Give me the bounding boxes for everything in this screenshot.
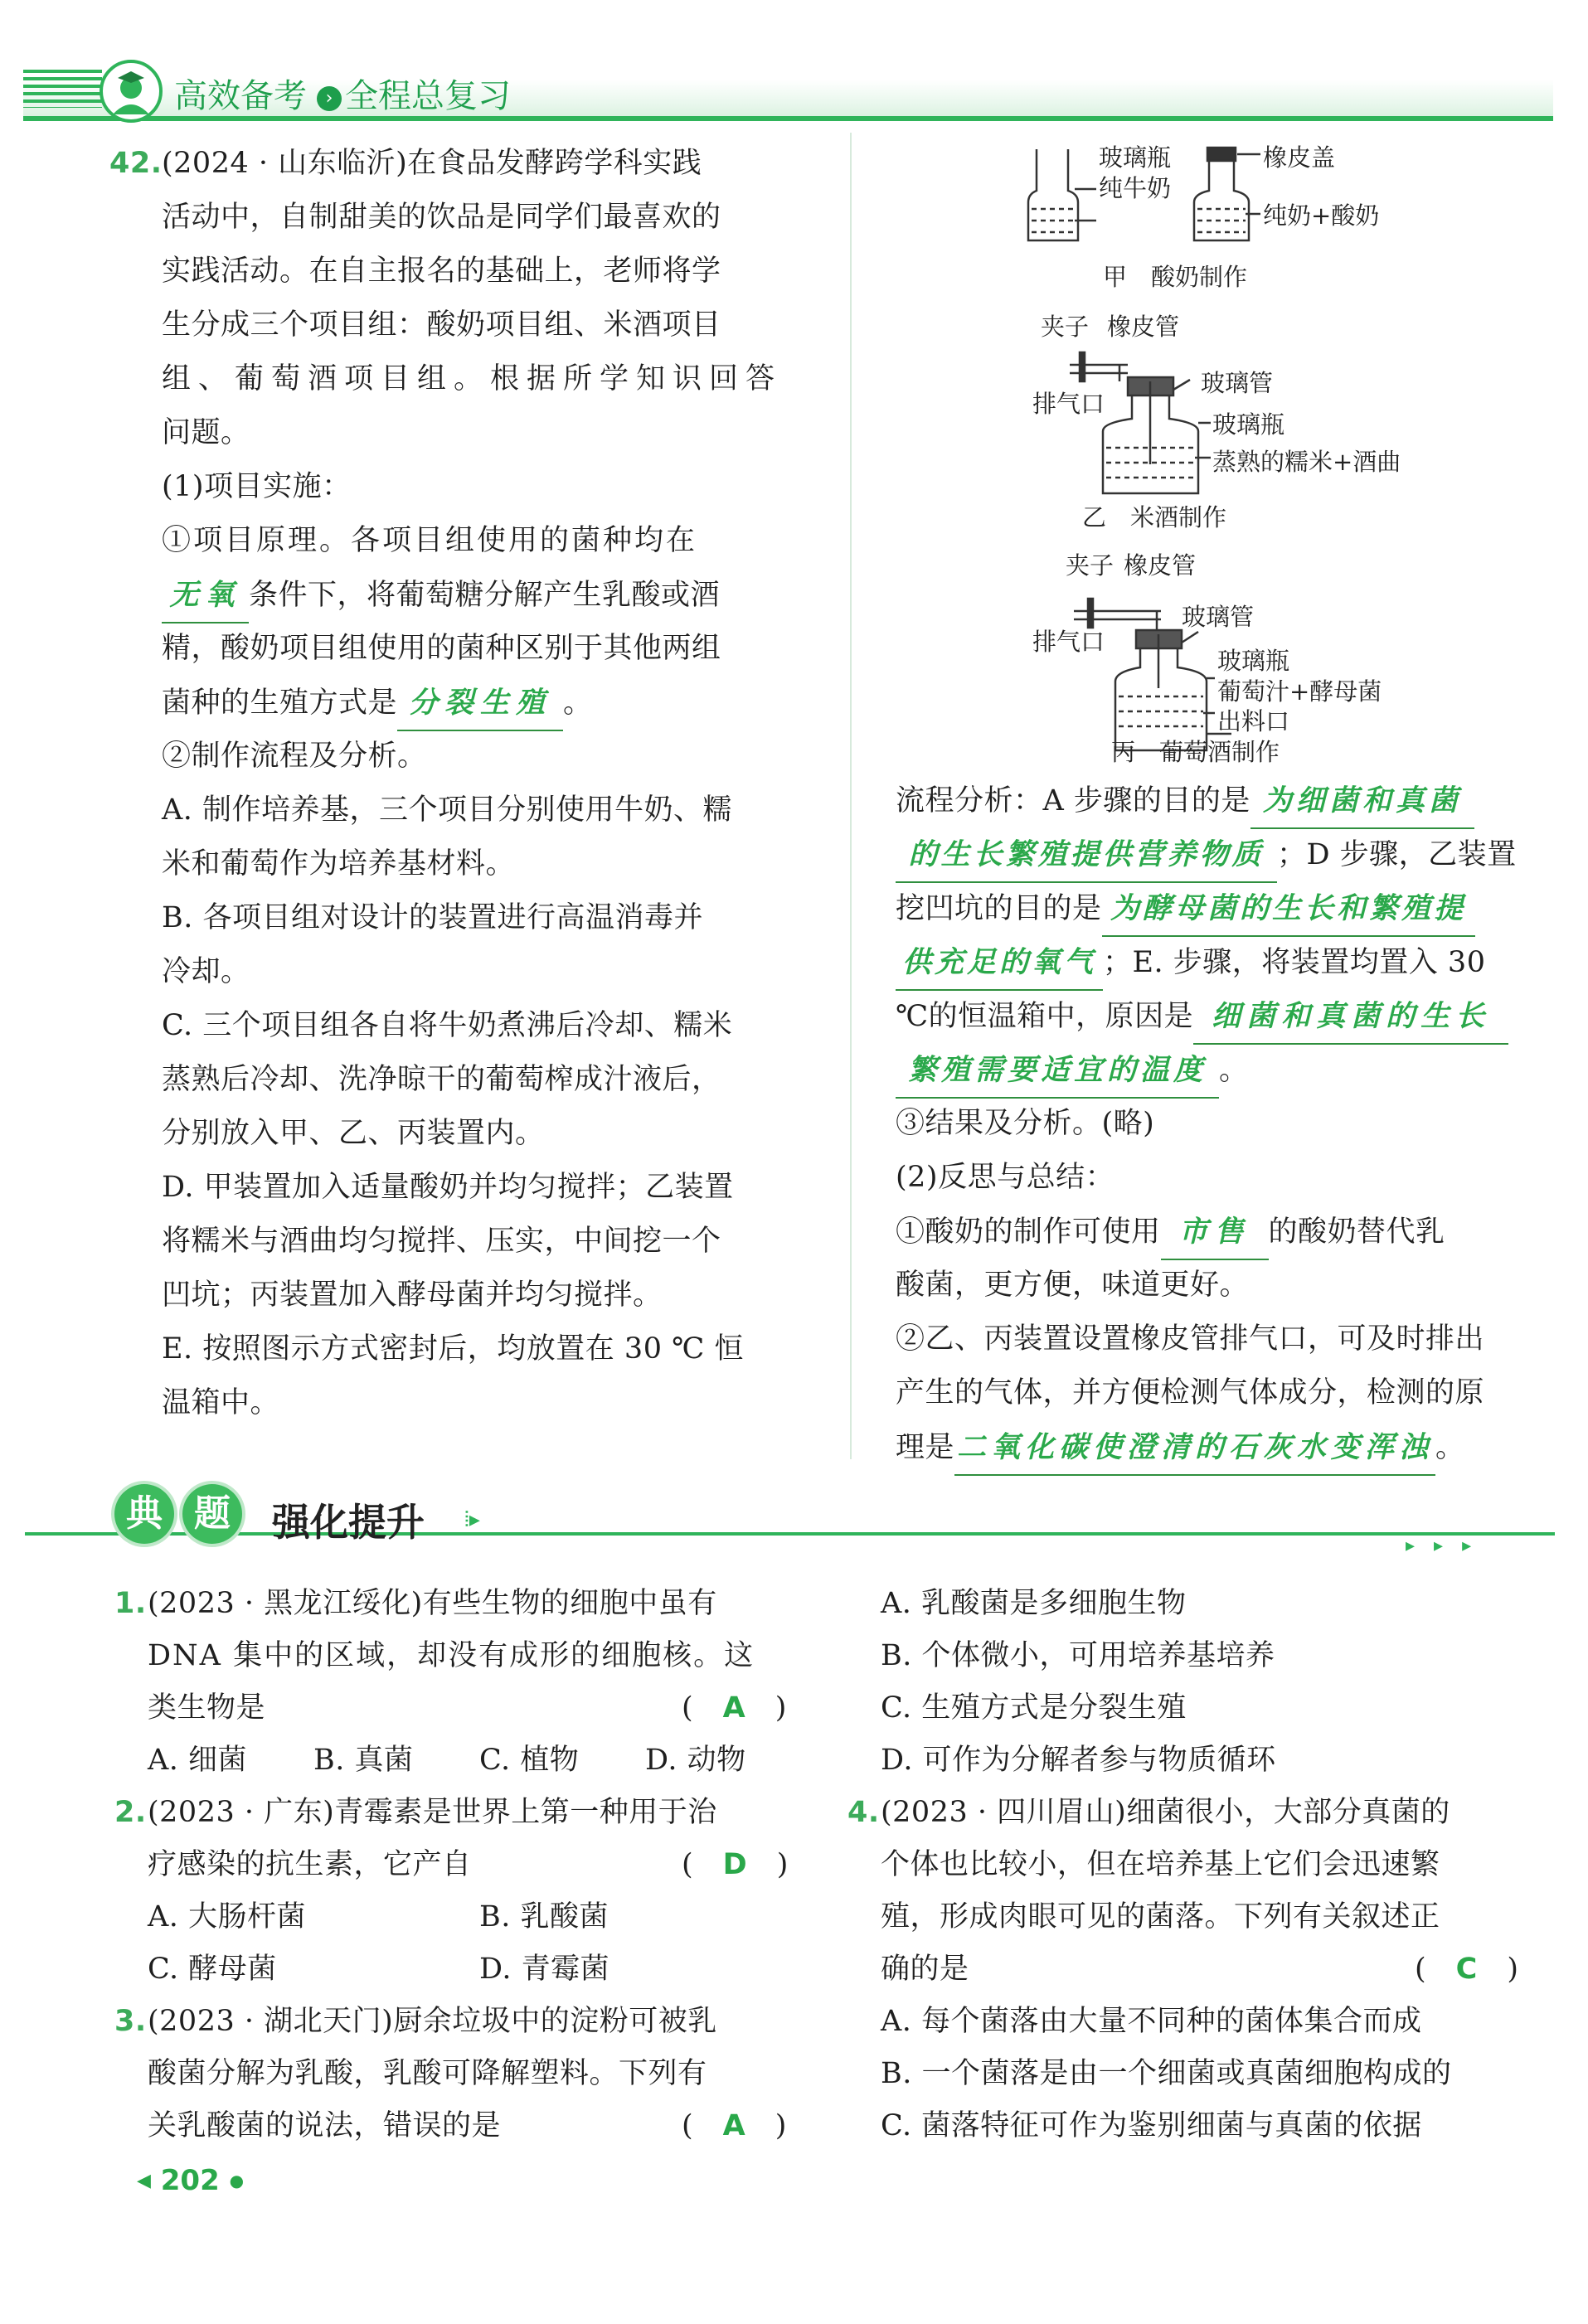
label-rubber-tube: 橡皮管	[1124, 551, 1197, 580]
label-exhaust: 排气口	[1032, 390, 1105, 418]
q42-principle-line: ①项目原理。各项目组使用的菌种均在	[162, 524, 698, 557]
q42-line: 生分成三个项目组：酸奶项目组、米酒项目	[162, 308, 721, 342]
analysis-line: 流程分析：A 步骤的目的是 为细菌和真菌	[896, 774, 1474, 829]
section-badge-ti: 题	[182, 1484, 242, 1544]
q3-stem-line: (2023 · 湖北天门)厨余垃圾中的淀粉可被乳	[148, 2005, 717, 2038]
q1-stem-line: DNA 集中的区域，却没有成形的细胞核。这	[148, 1639, 755, 1672]
q42-process-line: 温箱中。	[162, 1386, 280, 1419]
brand-text: 高效备考	[174, 77, 307, 115]
label-glass-tube: 玻璃管	[1182, 603, 1255, 631]
q3-answer: A	[722, 2109, 746, 2142]
q3-number: 3.	[114, 2005, 147, 2038]
q42-line: 活动中，自制甜美的饮品是同学们最喜欢的	[162, 201, 721, 234]
q2-option: B. 乳酸菌	[479, 1900, 609, 1933]
q3-option: A. 乳酸菌是多细胞生物	[881, 1587, 1187, 1620]
q42-process-line: 冷却。	[162, 955, 250, 988]
label-glass-bottle: 玻璃瓶	[1099, 143, 1172, 172]
q42-process-line: 将糯米与酒曲均匀搅拌、压实，中间挖一个	[162, 1225, 721, 1258]
q2-stem-line: 疗感染的抗生素，它产自	[148, 1848, 472, 1881]
scholar-avatar-icon	[100, 60, 163, 123]
caption-jia: 甲 酸奶制作	[1103, 263, 1248, 291]
reflect-line: 理是二氧化碳使澄清的石灰水变浑浊。	[896, 1420, 1465, 1476]
q42-process-line: E. 按照图示方式密封后，均放置在 30 ℃ 恒	[162, 1332, 744, 1366]
q4-answer-paren: ( C )	[1415, 1953, 1519, 1986]
dot-icon: ●	[229, 2171, 245, 2191]
label-milk-yogurt: 纯奶+酸奶	[1263, 201, 1380, 230]
analysis-line: ℃的恒温箱中，原因是 细菌和真菌的生长	[896, 989, 1508, 1045]
answer-store-bought: 市售	[1161, 1205, 1269, 1260]
label-glass-bottle: 玻璃瓶	[1212, 410, 1285, 439]
chevrons-icon: ⦙▸	[464, 1507, 480, 1532]
q1-option: C. 植物	[479, 1744, 580, 1777]
q42-line: 组、葡萄酒项目组。根据所学知识回答	[162, 362, 783, 395]
result-line: ③结果及分析。(略)	[896, 1107, 1155, 1140]
analysis-line: 的生长繁殖提供营养物质 ；D 步骤，乙装置	[896, 827, 1517, 883]
q42-number: 42.	[109, 147, 163, 180]
q3-option: C. 生殖方式是分裂生殖	[881, 1691, 1187, 1725]
analysis-line: 繁殖需要适宜的温度 。	[896, 1043, 1249, 1099]
label-glass-bottle: 玻璃瓶	[1217, 647, 1290, 675]
series-text: 全程总复习	[345, 77, 511, 115]
answer-d-purpose: 为酵母菌的生长和繁殖提	[1102, 881, 1475, 937]
q1-number: 1.	[114, 1587, 147, 1620]
q4-number: 4.	[847, 1796, 880, 1829]
caption-bing: 丙 葡萄酒制作	[1111, 738, 1280, 766]
q3-option: D. 可作为分解者参与物质循环	[881, 1744, 1276, 1777]
q3-stem-line: 关乳酸菌的说法，错误的是	[148, 2109, 502, 2142]
q4-stem-line: 确的是	[881, 1953, 969, 1986]
q2-answer: D	[722, 1848, 748, 1881]
q4-stem-line: 殖，形成肉眼可见的菌落。下列有关叙述正	[881, 1900, 1440, 1933]
label-glass-tube: 玻璃管	[1201, 369, 1274, 397]
label-clamp: 夹子	[1041, 313, 1090, 341]
q42-process-line: C. 三个项目组各自将牛奶煮沸后冷却、糯米	[162, 1009, 733, 1042]
q1-option: B. 真菌	[313, 1744, 414, 1777]
q42-process-line: 米和葡萄作为培养基材料。	[162, 847, 516, 881]
section-title: 强化提升	[272, 1500, 425, 1545]
label-rice-koji: 蒸熟的糯米+酒曲	[1212, 448, 1401, 476]
q1-answer-paren: ( A )	[682, 1691, 787, 1725]
reflect-line: 产生的气体，并方便检测气体成分，检测的原	[896, 1376, 1485, 1409]
q1-stem-line: (2023 · 黑龙江绥化)有些生物的细胞中虽有	[148, 1587, 717, 1620]
q3-stem-line: 酸菌分解为乳酸，乳酸可降解塑料。下列有	[148, 2057, 707, 2090]
header-title	[174, 70, 511, 117]
caption-yi: 乙 米酒制作	[1082, 503, 1227, 531]
q42-line: 问题。	[162, 416, 250, 449]
answer-fission: 分裂生殖	[397, 676, 563, 731]
answer-a-purpose: 为细菌和真菌	[1250, 774, 1474, 829]
arrow-right-icon: ›	[317, 86, 342, 111]
q1-stem-line: 类生物是	[148, 1691, 266, 1725]
header-stripes	[23, 70, 102, 108]
q42-process-line: 蒸熟后冷却、洗净晾干的葡萄榨成汁液后，	[162, 1063, 721, 1096]
q2-answer-paren: ( D )	[682, 1848, 789, 1881]
triangle-left-icon: ◀	[137, 2171, 151, 2191]
play-arrows-icon: ▸ ▸ ▸	[1406, 1536, 1479, 1556]
q3-option: B. 个体微小，可用培养基培养	[881, 1639, 1275, 1672]
q42-principle-line: 精，酸奶项目组使用的菌种区别于其他两组	[162, 632, 721, 665]
q2-option: C. 酵母菌	[148, 1953, 277, 1986]
q1-answer: A	[722, 1691, 746, 1725]
q42-process-line: A. 制作培养基，三个项目分别使用牛奶、糯	[162, 793, 733, 827]
reflect-heading: (2)反思与总结：	[896, 1161, 1115, 1194]
yi-bottle	[1070, 352, 1211, 493]
q3-answer-paren: ( A )	[682, 2109, 787, 2142]
q42-subheading: (1)项目实施：	[162, 470, 352, 503]
label-clamp: 夹子	[1066, 551, 1115, 580]
q2-stem-line: (2023 · 广东)青霉素是世界上第一种用于治	[148, 1796, 717, 1829]
section-badge-dian: 典	[114, 1484, 174, 1544]
q42-principle-line: 无氧 条件下，将葡萄糖分解产生乳酸或酒	[162, 568, 720, 623]
analysis-line: 挖凹坑的目的是 为酵母菌的生长和繁殖提	[896, 881, 1475, 937]
label-exhaust: 排气口	[1032, 628, 1105, 656]
label-pure-milk: 纯牛奶	[1099, 174, 1172, 202]
q2-option: D. 青霉菌	[479, 1953, 610, 1986]
q4-option: B. 一个菌落是由一个细菌或真菌细胞构成的	[881, 2057, 1452, 2090]
analysis-line: 供充足的氧气 ；E. 步骤，将装置均置入 30	[896, 935, 1485, 991]
q42-process-line: B. 各项目组对设计的装置进行高温消毒并	[162, 901, 703, 934]
q42-line: (2024 · 山东临沂)在食品发酵跨学科实践	[162, 147, 702, 180]
q42-process-line: D. 甲装置加入适量酸奶并均匀搅拌；乙装置	[162, 1171, 734, 1204]
q4-stem-line: (2023 · 四川眉山)细菌很小，大部分真菌的	[881, 1796, 1450, 1829]
q42-process-line: 分别放入甲、乙、丙装置内。	[162, 1117, 545, 1150]
label-rubber-cap: 橡皮盖	[1263, 143, 1336, 172]
q1-option: D. 动物	[645, 1744, 746, 1777]
label-grape-yeast: 葡萄汁+酵母菌	[1217, 677, 1382, 706]
q1-option: A. 细菌	[148, 1744, 248, 1777]
label-outlet: 出料口	[1217, 707, 1290, 735]
reflect-line: 酸菌，更方便，味道更好。	[896, 1269, 1250, 1302]
q2-number: 2.	[114, 1796, 147, 1829]
reflect-line: ①酸奶的制作可使用 市售 的酸奶替代乳	[896, 1205, 1445, 1260]
answer-co2-test: 二氧化碳使澄清的石灰水变浑浊	[954, 1420, 1435, 1476]
q42-process-line: ②制作流程及分析。	[162, 740, 427, 773]
reflect-line: ②乙、丙装置设置橡皮管排气口，可及时排出	[896, 1322, 1485, 1356]
q4-answer: C	[1455, 1953, 1478, 1986]
section-rule	[25, 1532, 1555, 1536]
page-number: ◀ 202 ●	[137, 2164, 245, 2197]
q42-principle-line: 菌种的生殖方式是 分裂生殖 。	[162, 676, 593, 731]
q42-process-line: 凹坑；丙装置加入酵母菌并均匀搅拌。	[162, 1278, 663, 1312]
answer-e-reason: 细菌和真菌的生长	[1193, 989, 1508, 1045]
q4-option: A. 每个菌落由大量不同种的菌体集合而成	[881, 2005, 1422, 2038]
q42-line: 实践活动。在自主报名的基础上，老师将学	[162, 255, 721, 288]
jia-bottle-milk	[1028, 149, 1096, 240]
jia-bottle-yogurt	[1194, 148, 1260, 240]
q4-stem-line: 个体也比较小，但在培养基上它们会迅速繁	[881, 1848, 1440, 1881]
q2-option: A. 大肠杆菌	[148, 1900, 307, 1933]
q4-option: C. 菌落特征可作为鉴别细菌与真菌的依据	[881, 2109, 1422, 2142]
column-divider	[850, 133, 852, 1459]
answer-anaerobic: 无氧	[162, 568, 249, 623]
label-rubber-tube: 橡皮管	[1107, 313, 1180, 341]
